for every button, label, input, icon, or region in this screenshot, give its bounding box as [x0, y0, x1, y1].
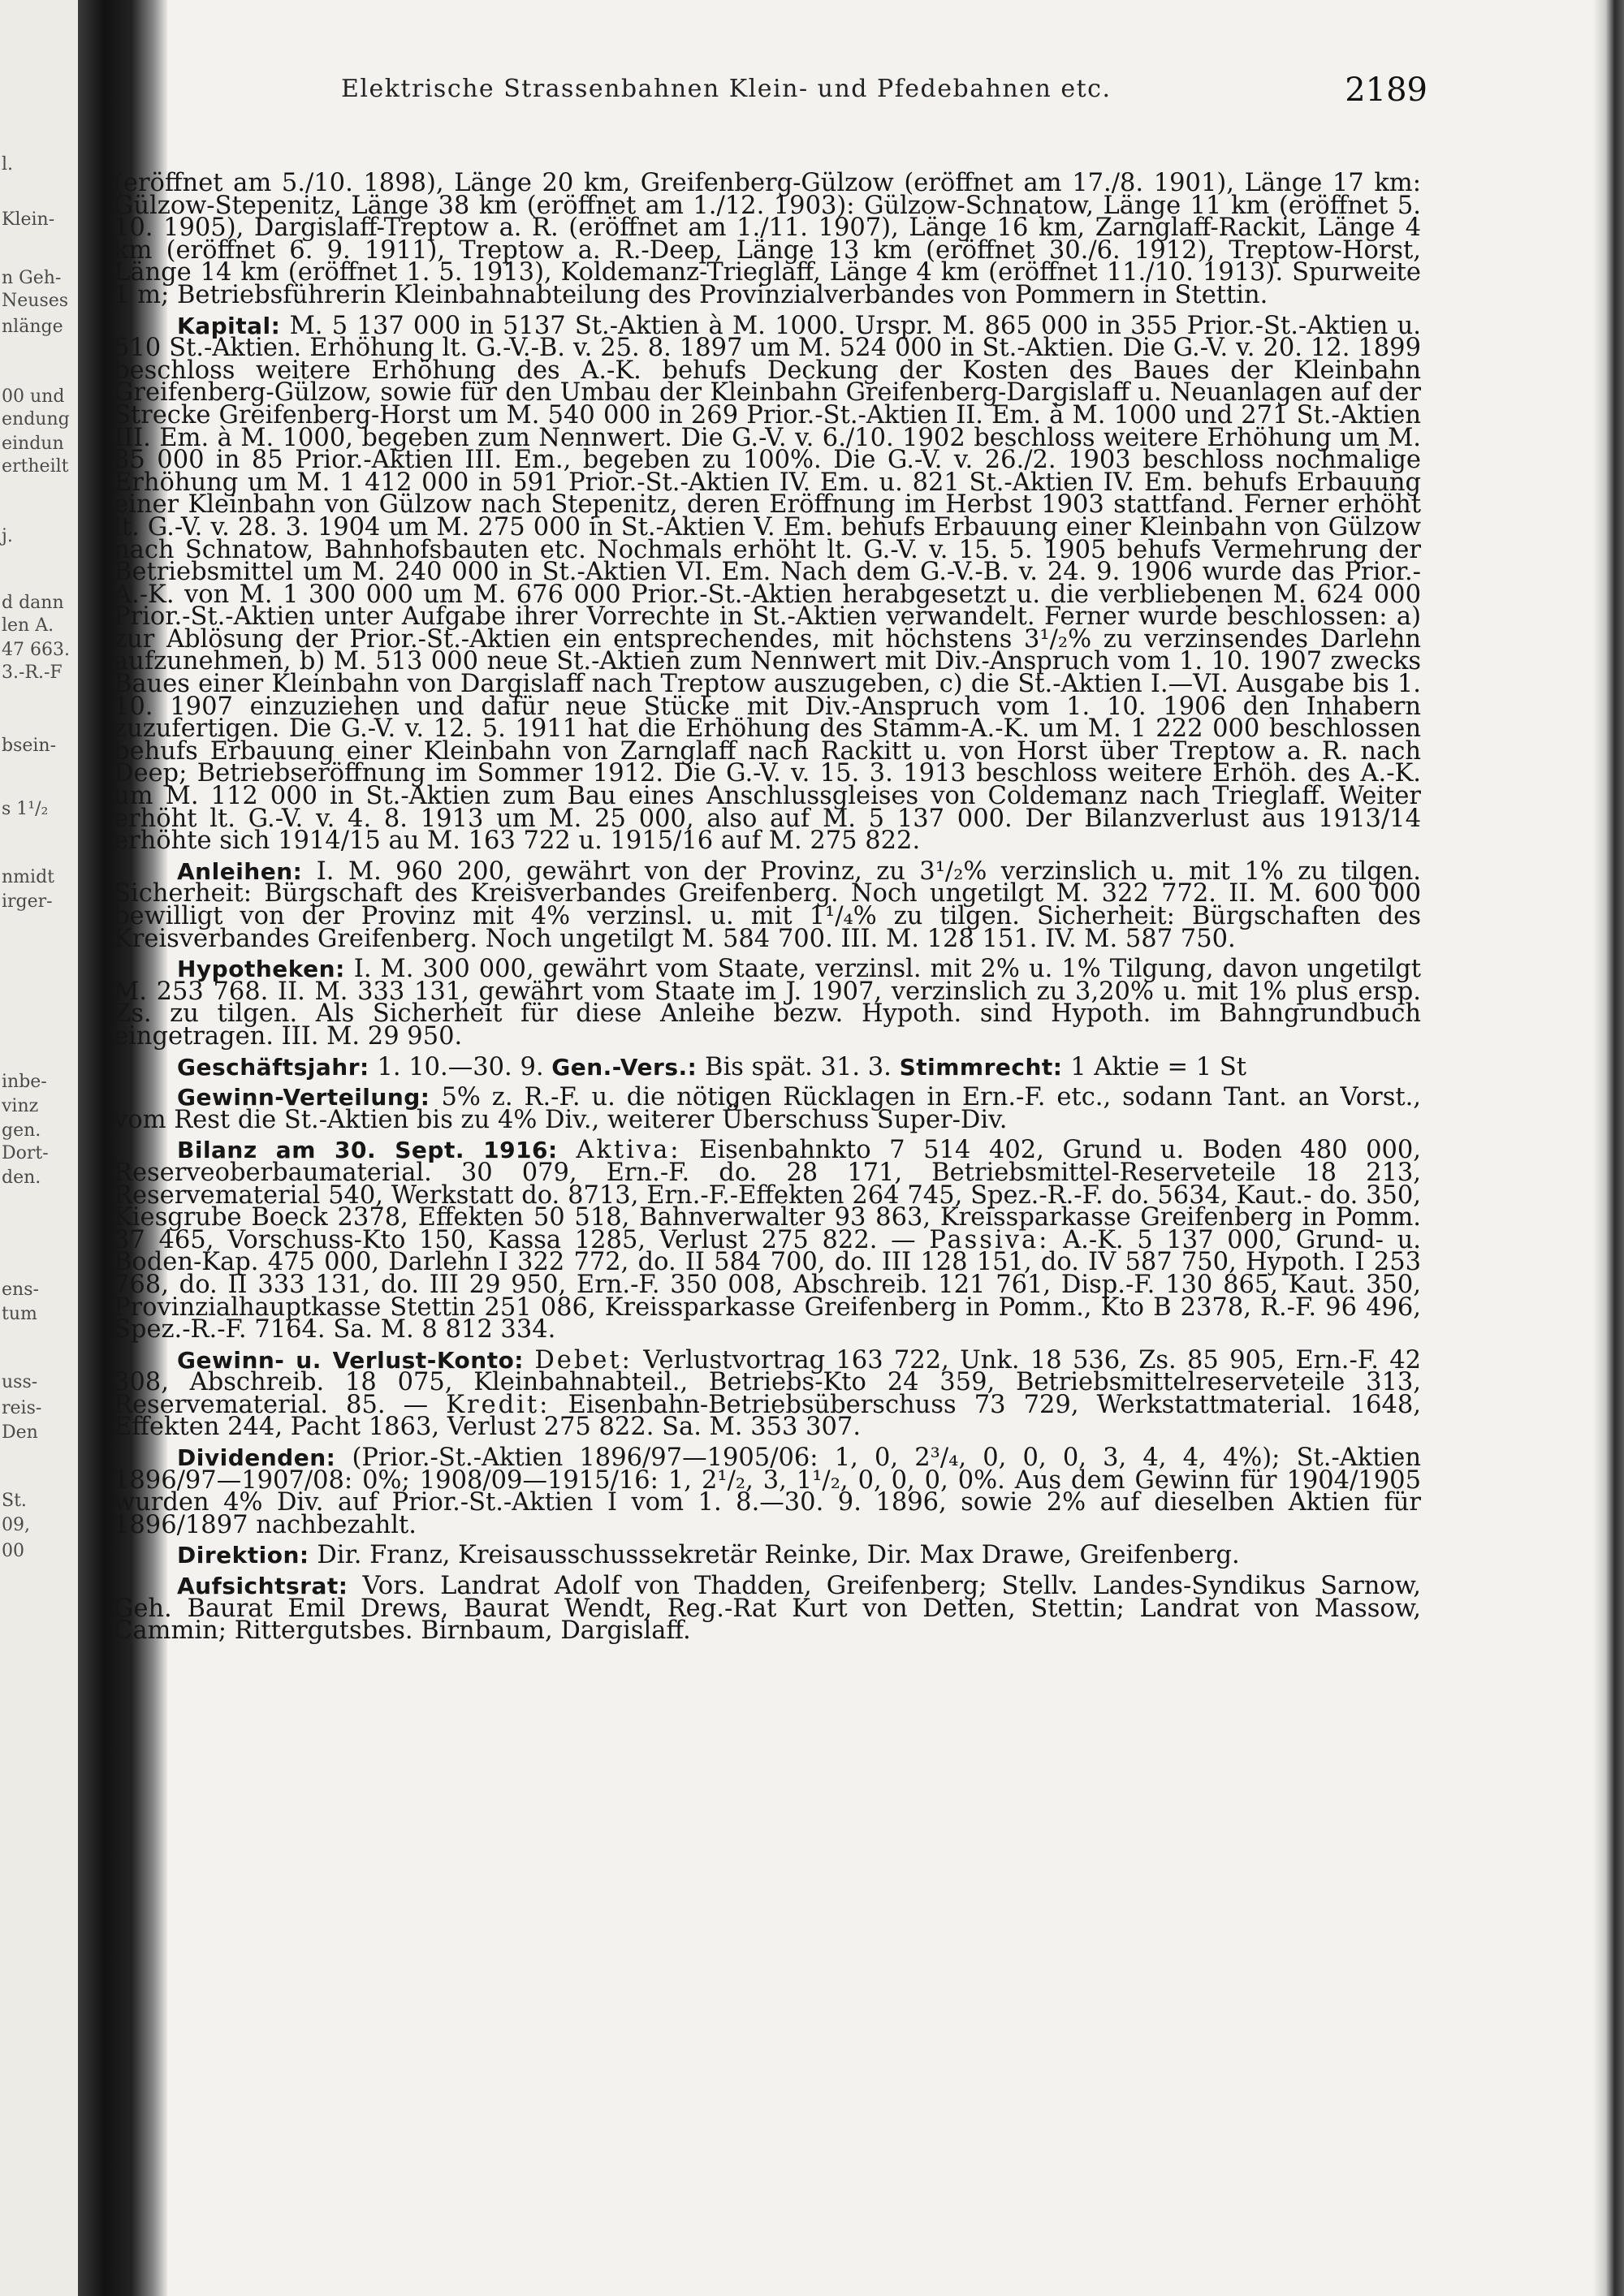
stimmrecht-text: 1 Aktie = 1 St — [1070, 1052, 1247, 1081]
bilanz-section — [114, 1136, 1422, 1344]
margin-fragment: Klein- — [2, 209, 55, 230]
margin-fragment: endung — [2, 409, 70, 429]
margin-fragment: 3.-R.-F — [2, 662, 63, 683]
margin-fragment: uss- — [2, 1372, 38, 1392]
margin-fragment: tum — [2, 1304, 37, 1324]
gewinn-verlust-section — [114, 1345, 1422, 1442]
margin-fragment: nlänge — [2, 317, 63, 337]
gewinn-verteilung-section — [114, 1083, 1421, 1134]
anleihen-section — [114, 857, 1421, 953]
geschaeftsjahr-label: Geschäftsjahr: — [177, 1053, 369, 1081]
opening-paragraph: (eröffnet am 5./10. 1898), Länge 20 km, Greifenberg-Gülzow (eröffnet am 17./8. 1901), Länge 17 km: Gülzow-Stepenitz, Länge 38 km (eröffnet am 1./12. 1903): Gülzow-Schnatow, Länge 11 km (eröffnet 5. 10. 1905), Dargislaff-Treptow a. R. (eröffnet am 1./11. 1907), Länge 16 km, Zarnglaff-Rackit, Länge 4 km (eröffnet 6. 9. 1911), Treptow a. R.-Deep, Länge 13 km (eröffnet 30./6. 1912), Treptow-Horst, Länge 14 km (eröffnet 1. 5. 1913), Koldemanz-Trieglaff, Länge 4 km (eröffnet 11./10. 1913). Spurweite 1 m; Betriebsführerin Kleinbahnabteilung des Provinzialverbandes von Pommern in Stettin. — [114, 169, 1421, 309]
margin-fragment: ertheilt — [2, 456, 69, 477]
margin-fragment: bsein- — [2, 736, 57, 756]
bilanz-label: Bilanz am 30. Sept. 1916: — [177, 1137, 558, 1164]
gen-vers-text: Bis spät. 31. 3. — [705, 1052, 892, 1081]
margin-fragment: St. — [2, 1491, 27, 1511]
margin-fragment: reis- — [2, 1398, 42, 1418]
debet-text: Verlustvortrag 163 722, Unk. 18 536, Zs. 85 905, Ern.-F. 42 308, Abschreib. 18 075, Kleinbahnabteil., Betriebs-Kto 24 359, Betriebsmittelreserveteile 313, Reservematerial. 85. — — [114, 1345, 1422, 1419]
running-title: Elektrische Strassenbahnen Klein- und Pfedebahnen etc. — [341, 75, 1112, 103]
aufsichtsrat-section — [114, 1572, 1421, 1646]
direktion-text: Dir. Franz, Kreisausschusssekretär Reinke, Dir. Max Drawe, Greifenberg. — [317, 1541, 1240, 1570]
page-number: 2189 — [1345, 71, 1427, 109]
document-page — [114, 0, 1427, 2296]
anleihen-label: Anleihen: — [177, 857, 303, 885]
margin-fragment: len A. — [2, 615, 54, 636]
hypotheken-section — [114, 955, 1421, 1051]
margin-fragment: ens- — [2, 1280, 39, 1300]
kredit-label: Kredit: — [446, 1390, 551, 1419]
document-body — [114, 169, 1422, 1651]
page-edge-shadow — [1593, 0, 1624, 2296]
dividenden-label: Dividenden: — [177, 1444, 336, 1472]
margin-fragment: 00 — [2, 1541, 24, 1561]
margin-fragment: Den — [2, 1422, 38, 1443]
margin-fragment: nmidt — [2, 867, 54, 887]
geschaeftsjahr-text: 1. 10.—30. 9. — [377, 1052, 544, 1081]
hypotheken-text: I. M. 300 000, gewährt vom Staate, verzinsl. mit 2% u. 1% Tilgung, davon ungetilgt M. 253 768. II. M. 333 131, gewährt vom Staate im J. 1907, verzinslich zu 3,20% u. mit 1% plus ersp. Zs. zu tilgen. Als Sicherheit für diese Anleihe bezw. Hypoth. sind Hypoth. im Bahngrundbuch eingetragen. III. M. 29 950. — [114, 955, 1421, 1051]
margin-fragment: l. — [2, 154, 14, 175]
aufsichtsrat-label: Aufsichtsrat: — [177, 1573, 348, 1600]
gewinn-verteilung-text: 5% z. R.-F. u. die nötigen Rücklagen in Ern.-F. etc., sodann Tant. an Vorst., vom Rest die St.-Aktien bis zu 4% Div., weiterer Überschuss Super-Div. — [114, 1083, 1421, 1134]
aufsichtsrat-text: Vors. Landrat Adolf von Thadden, Greifenberg; Stellv. Landes-Syndikus Sarnow, Geh. Baurat Emil Drews, Baurat Wendt, Reg.-Rat Kurt von Detten, Stettin; Landrat von Massow, Cammin; Rittergutsbes. Birnbaum, Dargislaff. — [114, 1572, 1421, 1646]
hypotheken-label: Hypotheken: — [177, 956, 345, 983]
kredit-text: Eisenbahn-Betriebsüberschuss 73 729, Werkstattmaterial. 1648, Effekten 244, Pacht 1863, Verlust 275 822. Sa. M. 353 307. — [114, 1390, 1421, 1442]
running-header — [114, 65, 1427, 109]
direktion-label: Direktion: — [177, 1542, 309, 1569]
aktiva-text: Eisenbahnkto 7 514 402, Grund u. Boden 480 000, Reserveoberbaumaterial. 30 079, Ern.-F. do. 28 171, Betriebsmittel-Reserveteile 18 213, Reservematerial 540, Werkstatt do. 8713, Ern.-F.-Effekten 264 745, Spez.-R.-F. do. 5634, Kaut.- do. 350, Kiesgrube Boeck 2378, Effekten 50 518, Bahnverwalter 93 863, Kreissparkasse Greifenberg in Pomm. 37 465, Vorschuss-Kto 150, Kassa 1285, Verlust 275 822. — — [114, 1136, 1422, 1254]
kapital-text: M. 5 137 000 in 5137 St.-Aktien à M. 1000. Urspr. M. 865 000 in 355 Prior.-St.-Aktien u. 510 St.-Aktien. Erhöhung lt. G.-V.-B. v. 25. 8. 1897 um M. 524 000 in St.-Aktien. Die G.-V. v. 20. 12. 1899 beschloss weitere Erhöhung des A.-K. behufs Deckung der Kosten des Baues der Kleinbahn Greifenberg-Gülzow, sowie für den Umbau der Kleinbahn Greifenberg-Dargislaff u. Neuanlagen auf der Strecke Greifenberg-Horst um M. 540 000 in 269 Prior.-St.-Aktien II. Em. à M. 1000 und 271 St.-Aktien III. Em. à M. 1000, begeben zum Nennwert. Die G.-V. v. 6./10. 1902 beschloss weitere Erhöhung um M. 85 000 in 85 Prior.-Aktien III. Em., begeben zu 100%. Die G.-V. v. 26./2. 1903 beschloss nochmalige Erhöhung um M. 1 412 000 in 591 Prior.-St.-Aktien IV. Em. u. 821 St.-Aktien IV. Em. behufs Erbauung einer Kleinbahn von Gülzow nach Stepenitz, deren Eröffnung im Herbst 1903 stattfand. Ferner erhöht lt. G.-V. v. 28. 3. 1904 um M. 275 000 in St.-Aktien V. Em. behufs Erbauung einer Kleinbahn von Gülzow nach Schnatow, Bahnhofsbauten etc. Nochmals erhöht lt. G.-V. v. 15. 5. 1905 behufs Vermehrung der Betriebsmittel um M. 240 000 in St.-Aktien VI. Em. Nach dem G.-V.-B. v. 24. 9. 1906 wurde das Prior.-A.-K. von M. 1 300 000 um M. 676 000 Prior.-St.-Aktien herabgesetzt u. die verbliebenen M. 624 000 Prior.-St.-Aktien unter Aufgabe ihrer Vorrechte in St.-Aktien verwandelt. Ferner wurde beschlossen: a) zur Ablösung der Prior.-St.-Aktien ein entsprechendes, mit höchstens 3¹/₂% zu verzinsendes Darlehn aufzunehmen, b) M. 513 000 neue St.-Aktien zum Nennwert mit Div.-Anspruch vom 1. 10. 1907 zwecks Baues einer Kleinbahn von Dargislaff nach Treptow auszugeben, c) die St.-Aktien I.—VI. Ausgabe bis 1. 10. 1907 einzuziehen und dafür neue Stücke mit Div.-Anspruch vom 1. 10. 1906 den Inhabern zuzufertigen. Die G.-V. v. 12. 5. 1911 hat die Erhöhung des Stamm-A.-K. um M. 1 222 000 beschlossen behufs Erbauung einer Kleinbahn von Zarnglaff nach Rackitt u. von Horst über Treptow a. R. nach Deep; Betriebseröffnung im Sommer 1912. Die G.-V. v. 15. 3. 1913 beschloss weitere Erhöh. des A.-K. um M. 112 000 in St.-Aktien zum Bau eines Anschlussgleises von Coldemanz nach Trieglaff. Weiter erhöht lt. G.-V. v. 4. 8. 1913 um M. 25 000, also auf M. 5 137 000. Der Bilanzverlust aus 1913/14 erhöhte sich 1914/15 au M. 163 722 u. 1915/16 auf M. 275 822. — [114, 311, 1421, 856]
previous-page-margin — [0, 0, 81, 2296]
dividenden-section — [114, 1444, 1421, 1539]
margin-fragment: den. — [2, 1167, 41, 1188]
gewinn-verteilung-label: Gewinn-Verteilung: — [177, 1084, 430, 1111]
passiva-label: Passiva: — [929, 1225, 1050, 1254]
direktion-section — [114, 1541, 1421, 1570]
dividenden-text: (Prior.-St.-Aktien 1896/97—1905/06: 1, 0, 2³/₄, 0, 0, 0, 3, 4, 4, 4%); St.-Aktien 1896/97—1907/08: 0%; 1908/09—1915/16: 1, 2¹/₂, 3, 1¹/₂, 0, 0, 0, 0%. Aus dem Gewinn für 1904/1905 wurden 4% Div. auf Prior.-St.-Aktien I vom 1. 8.—30. 9. 1896, sowie 2% auf dieselben Aktien für 1896/1897 nachbezahlt. — [114, 1444, 1421, 1539]
stimmrecht-label: Stimmrecht: — [899, 1053, 1063, 1081]
debet-label: Debet: — [534, 1345, 633, 1375]
margin-fragment: Dort- — [2, 1143, 49, 1163]
margin-fragment: 47 663. — [2, 640, 70, 660]
margin-fragment: d dann — [2, 593, 64, 613]
margin-fragment: 09, — [2, 1515, 30, 1535]
kapital-section — [114, 311, 1421, 856]
aktiva-label: Aktiva: — [576, 1136, 681, 1165]
margin-fragment: j. — [2, 526, 13, 546]
margin-fragment: eindun — [2, 434, 64, 454]
gewinn-verlust-label: Gewinn- u. Verlust-Konto: — [177, 1346, 525, 1374]
margin-fragment: gen. — [2, 1120, 41, 1141]
margin-fragment: Neuses — [2, 291, 69, 311]
kapital-label: Kapital: — [177, 312, 281, 339]
margin-fragment: inbe- — [2, 1072, 47, 1092]
margin-fragment: vinz — [2, 1096, 39, 1116]
margin-fragment: 00 und — [2, 386, 65, 407]
passiva-text: A.-K. 5 137 000, Grund- u. Boden-Kap. 475 000, Darlehn I 322 772, do. II 584 700, do. III 128 151, do. IV 587 750, Hypoth. I 253 768, do. II 333 131, do. III 29 950, Ern.-F. 350 008, Abschreib. 121 761, Disp.-F. 130 865, Kaut. 350, Provinzialhauptkasse Stettin 251 086, Kreissparkasse Greifenberg in Pomm., Kto B 2378, R.-F. 96 496, Spez.-R.-F. 7164. Sa. M. 8 812 334. — [114, 1225, 1421, 1344]
margin-fragment: irger- — [2, 891, 53, 912]
anleihen-text: I. M. 960 200, gewährt von der Provinz, zu 3¹/₂% verzinslich u. mit 1% zu tilgen. Sicherheit: Bürgschaft des Kreisverbandes Greifenberg. Noch ungetilgt M. 322 772. II. M. 600 000 bewilligt von der Provinz mit 4% verzinsl. u. mit 1¹/₄% zu tilgen. Sicherheit: Bürgschaften des Kreisverbandes Greifenberg. Noch ungetilgt M. 584 700. III. M. 128 151. IV. M. 587 750. — [114, 857, 1421, 953]
margin-fragment: s 1¹/₂ — [2, 799, 49, 819]
geschaeftsjahr-section — [114, 1052, 1421, 1081]
gen-vers-label: Gen.-Vers.: — [551, 1053, 698, 1081]
margin-fragment: n Geh- — [2, 268, 62, 288]
